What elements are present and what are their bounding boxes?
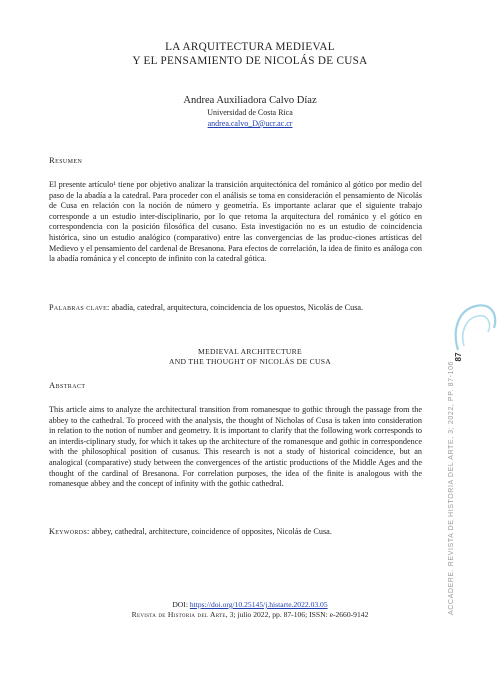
page-number: 87 — [454, 352, 463, 362]
english-title — [100, 347, 400, 367]
english-title-line-2: AND THE THOUGHT OF NICOLÁS DE CUSA — [168, 357, 332, 366]
title-line-2: Y EL PENSAMIENTO DE NICOLÁS DE CUSA — [132, 55, 368, 67]
resumen-text: El presente artículo¹ tiene por objetivo analizar la transición arquitectónica del románico al gótico por medio del paso de la abadía a la catedral. Para proceder con el análisis se toma en consideración el pensamiento de Nicolás de Cusa en relación con la noción de número y geometría. Es importante aclarar que el siguiente trabajo corresponde a un estudio inter-disciplinario, por lo que retoma la arquitectura del románico y el gótico en correspondencia con la posición filosófica del cusano. Esta investigación no es un estudio de coincidencia histórica, sino un estudio analógico (comparativo) entre las convergencias de las produc-ciones artísticas del Medievo y el pensamiento del cardenal de Bresanona. Para efectos de correlación, la idea de finito es análoga con la abadía románica y el concepto de infinito con la catedral gótica. — [49, 180, 422, 264]
journal-side-running-head: ACCADERE. REVISTA DE HISTORIA DEL ARTE, 3; 2022, PP. 87-106 — [448, 360, 455, 615]
journal-details: , 3; julio 2022, pp. 87-106; ISSN: e-2660-9142 — [225, 610, 369, 619]
article-title — [60, 40, 440, 68]
journal-name: Revista de Historia del Arte — [131, 610, 226, 619]
journal-citation — [60, 610, 440, 619]
keywords-text: abbey, cathedral, architecture, coincidence of opposites, Nicolás de Cusa. — [89, 527, 332, 536]
palabras-clave — [49, 303, 422, 314]
swirl-stroke-inner — [463, 316, 490, 346]
author-affiliation: Universidad de Costa Rica — [207, 108, 293, 117]
doi-label: DOI: — [172, 600, 190, 609]
title-line-1: LA ARQUITECTURA MEDIEVAL — [165, 41, 335, 53]
author-name: Andrea Auxiliadora Calvo Díaz — [183, 95, 317, 106]
abstract-text: This article aims to analyze the architectural transition from romanesque to gothic through the passage from the abbey to the cathedral. To proceed with the analysis, the thought of Nicholas of Cusa is taken into consideration in relation to the notion of number and geometry. It is important to clarify that the following work corresponds to an interdis-ciplinary study, for which it takes up the architecture of the romanesque and gothic in correspondence with the philosophical position of cusanus. This research is not a study of historical coincidence, but an analogical (comparative) study between the convergences of the artistic productions of the Middle Ages and the thought of the cardinal of Bresanona. For correlation purposes, the idea of the finite is analogous with the romanesque abbey and the concept of infinity with the gothic cathedral. — [49, 405, 422, 489]
english-title-line-1: MEDIEVAL ARCHITECTURE — [198, 347, 302, 356]
doi-link[interactable]: https://doi.org/10.25145/j.histarte.2022.03.05 — [189, 600, 328, 609]
author-email-link[interactable]: andrea.calvo_D@ucr.ac.cr — [207, 119, 293, 128]
keywords-label: Keywords: — [49, 527, 90, 536]
resumen-heading: Resumen — [49, 155, 83, 165]
palabras-clave-label: Palabras clave: — [49, 303, 110, 312]
doi-line — [60, 600, 440, 609]
abstract-heading: Abstract — [49, 380, 86, 390]
author-email-line — [60, 119, 440, 128]
keywords — [49, 527, 422, 538]
palabras-clave-text: abadía, catedral, arquitectura, coincidencia de los opuestos, Nicolás de Cusa. — [109, 303, 364, 312]
